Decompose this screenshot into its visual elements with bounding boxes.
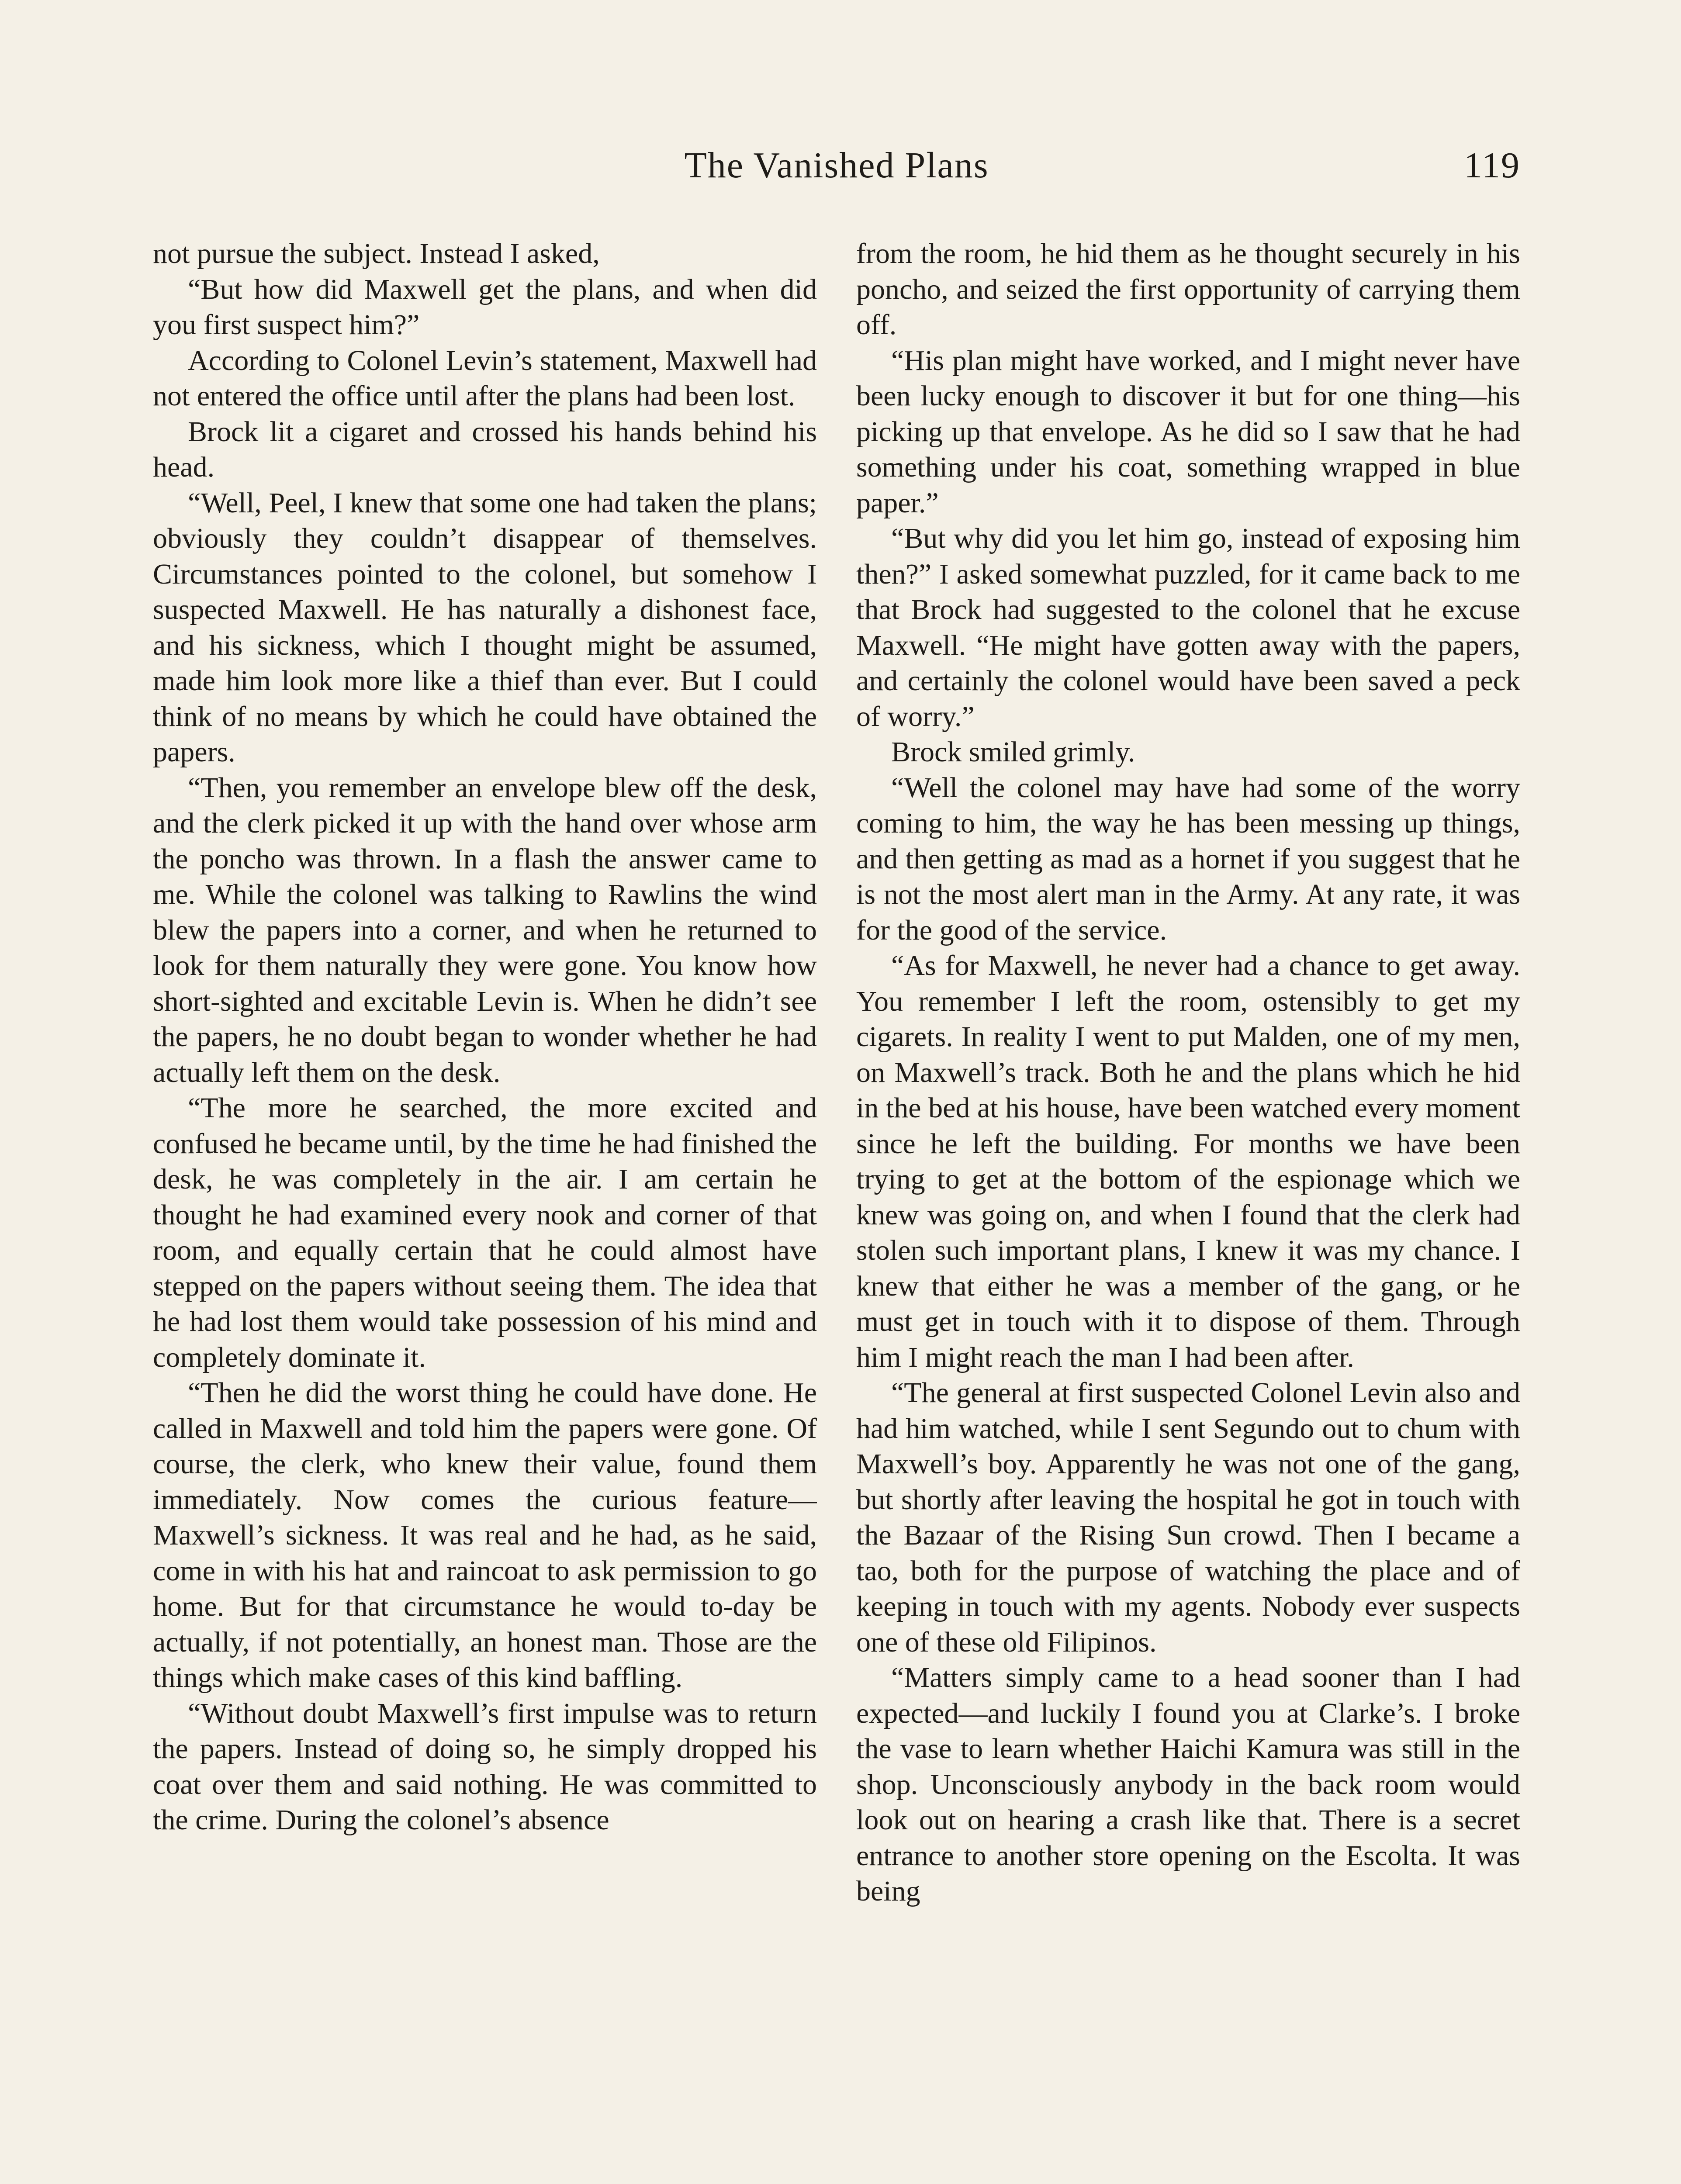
running-title: The Vanished Plans	[684, 145, 989, 186]
paragraph: “But why did you let him go, instead of exposing him then?” I asked somewhat puzzled, for it came back to me that Brock had suggested to the colonel that he excuse Maxwell. “He might have gotten away with the papers, and certainly the colonel would have been saved a peck of worry.”	[856, 522, 1520, 733]
paragraph: “The more he searched, the more excited and confused he became until, by the time he had finished the desk, he was completely in the air. I am certain he thought he had examined every nook and corner of that room, and equally certain that he could almost have stepped on the papers without seeing them. The idea that he had lost them would take possession of his mind and completely dominate it.	[153, 1092, 817, 1373]
page-header	[153, 144, 1520, 197]
paragraph: “Matters simply came to a head sooner than I had expected—and luckily I found you at Clarke’s. I broke the vase to learn whether Haichi Kamura was still in the shop. Unconsciously anybody in the back room would look out on hearing a crash like that. There is a secret entrance to another store opening on the Escolta. It was being	[856, 1662, 1520, 1907]
left-column	[153, 236, 817, 2184]
paragraph: not pursue the subject. Instead I asked,	[153, 238, 600, 270]
paragraph: “Then, you remember an envelope blew off the desk, and the clerk picked it up with the hand over whose arm the poncho was thrown. In a flash the answer came to me. While the colonel was talking to Rawlins the wind blew the papers into a corner, and when he returned to look for them naturally they were gone. You know how short-sighted and excitable Levin is. When he didn’t see the papers, he no doubt began to wonder whether he had actually left them on the desk.	[153, 771, 817, 1089]
paragraph: “But how did Maxwell get the plans, and when did you first suspect him?”	[153, 273, 817, 341]
body-text	[153, 236, 1520, 2184]
paragraph: “Well the colonel may have had some of the worry coming to him, the way he has been messing up things, and then getting as mad as a hornet if you suggest that he is not the most alert man in the Army. At any rate, it was for the good of the service.	[856, 771, 1520, 946]
page-number: 119	[1464, 145, 1520, 186]
paragraph: “The general at first suspected Colonel Levin also and had him watched, while I sent Segundo out to chum with Maxwell’s boy. Apparently he was not one of the gang, but shortly after leaving the hospital he got in touch with the Bazaar of the Rising Sun crowd. Then I became a tao, both for the purpose of watching the place and of keeping in touch with my agents. Nobody ever suspects one of these old Filipinos.	[856, 1377, 1520, 1658]
paragraph: Brock lit a cigaret and crossed his hands behind his head.	[153, 415, 817, 483]
paragraph: “As for Maxwell, he never had a chance to get away. You remember I left the room, ostensibly to get my cigarets. In reality I went to put Malden, one of my men, on Maxwell’s track. Both he and the plans which he hid in the bed at his house, have been watched every moment since he left the building. For months we have been trying to get at the bottom of the espionage which we knew was going on, and when I found that the clerk had stolen such important plans, I knew it was my chance. I knew that either he was a member of the gang, or he must get in touch with it to dispose of them. Through him I might reach the man I had been after.	[856, 950, 1520, 1373]
paragraph: from the room, he hid them as he thought securely in his poncho, and seized the first opportunity of carrying them off.	[856, 238, 1520, 341]
paragraph: According to Colonel Levin’s statement, Maxwell had not entered the office until after the plans had been lost.	[153, 344, 817, 412]
paragraph: “Well, Peel, I knew that some one had taken the plans; obviously they couldn’t disappear of themselves. Circumstances pointed to the colonel, but somehow I suspected Maxwell. He has naturally a dishonest face, and his sickness, which I thought might be assumed, made him look more like a thief than ever. But I could think of no means by which he could have obtained the papers.	[153, 487, 817, 768]
paragraph: “Then he did the worst thing he could have done. He called in Maxwell and told him the papers were gone. Of course, the clerk, who knew their value, found them immediately. Now comes the curious feature—Maxwell’s sickness. It was real and he had, as he said, come in with his hat and raincoat to ask permission to go home. But for that circumstance he would to-day be actually, if not potentially, an honest man. Those are the things which make cases of this kind baffling.	[153, 1377, 817, 1693]
paragraph: “Without doubt Maxwell’s first impulse was to return the papers. Instead of doing so, he simply dropped his coat over them and said nothing. He was committed to the crime. During the colonel’s absence	[153, 1697, 817, 1836]
right-column	[856, 236, 1520, 2184]
paragraph: Brock smiled grimly.	[891, 736, 1135, 768]
paragraph: “His plan might have worked, and I might never have been lucky enough to discover it but for one thing—his picking up that envelope. As he did so I saw that he had something under his coat, something wrapped in blue paper.”	[856, 344, 1520, 519]
